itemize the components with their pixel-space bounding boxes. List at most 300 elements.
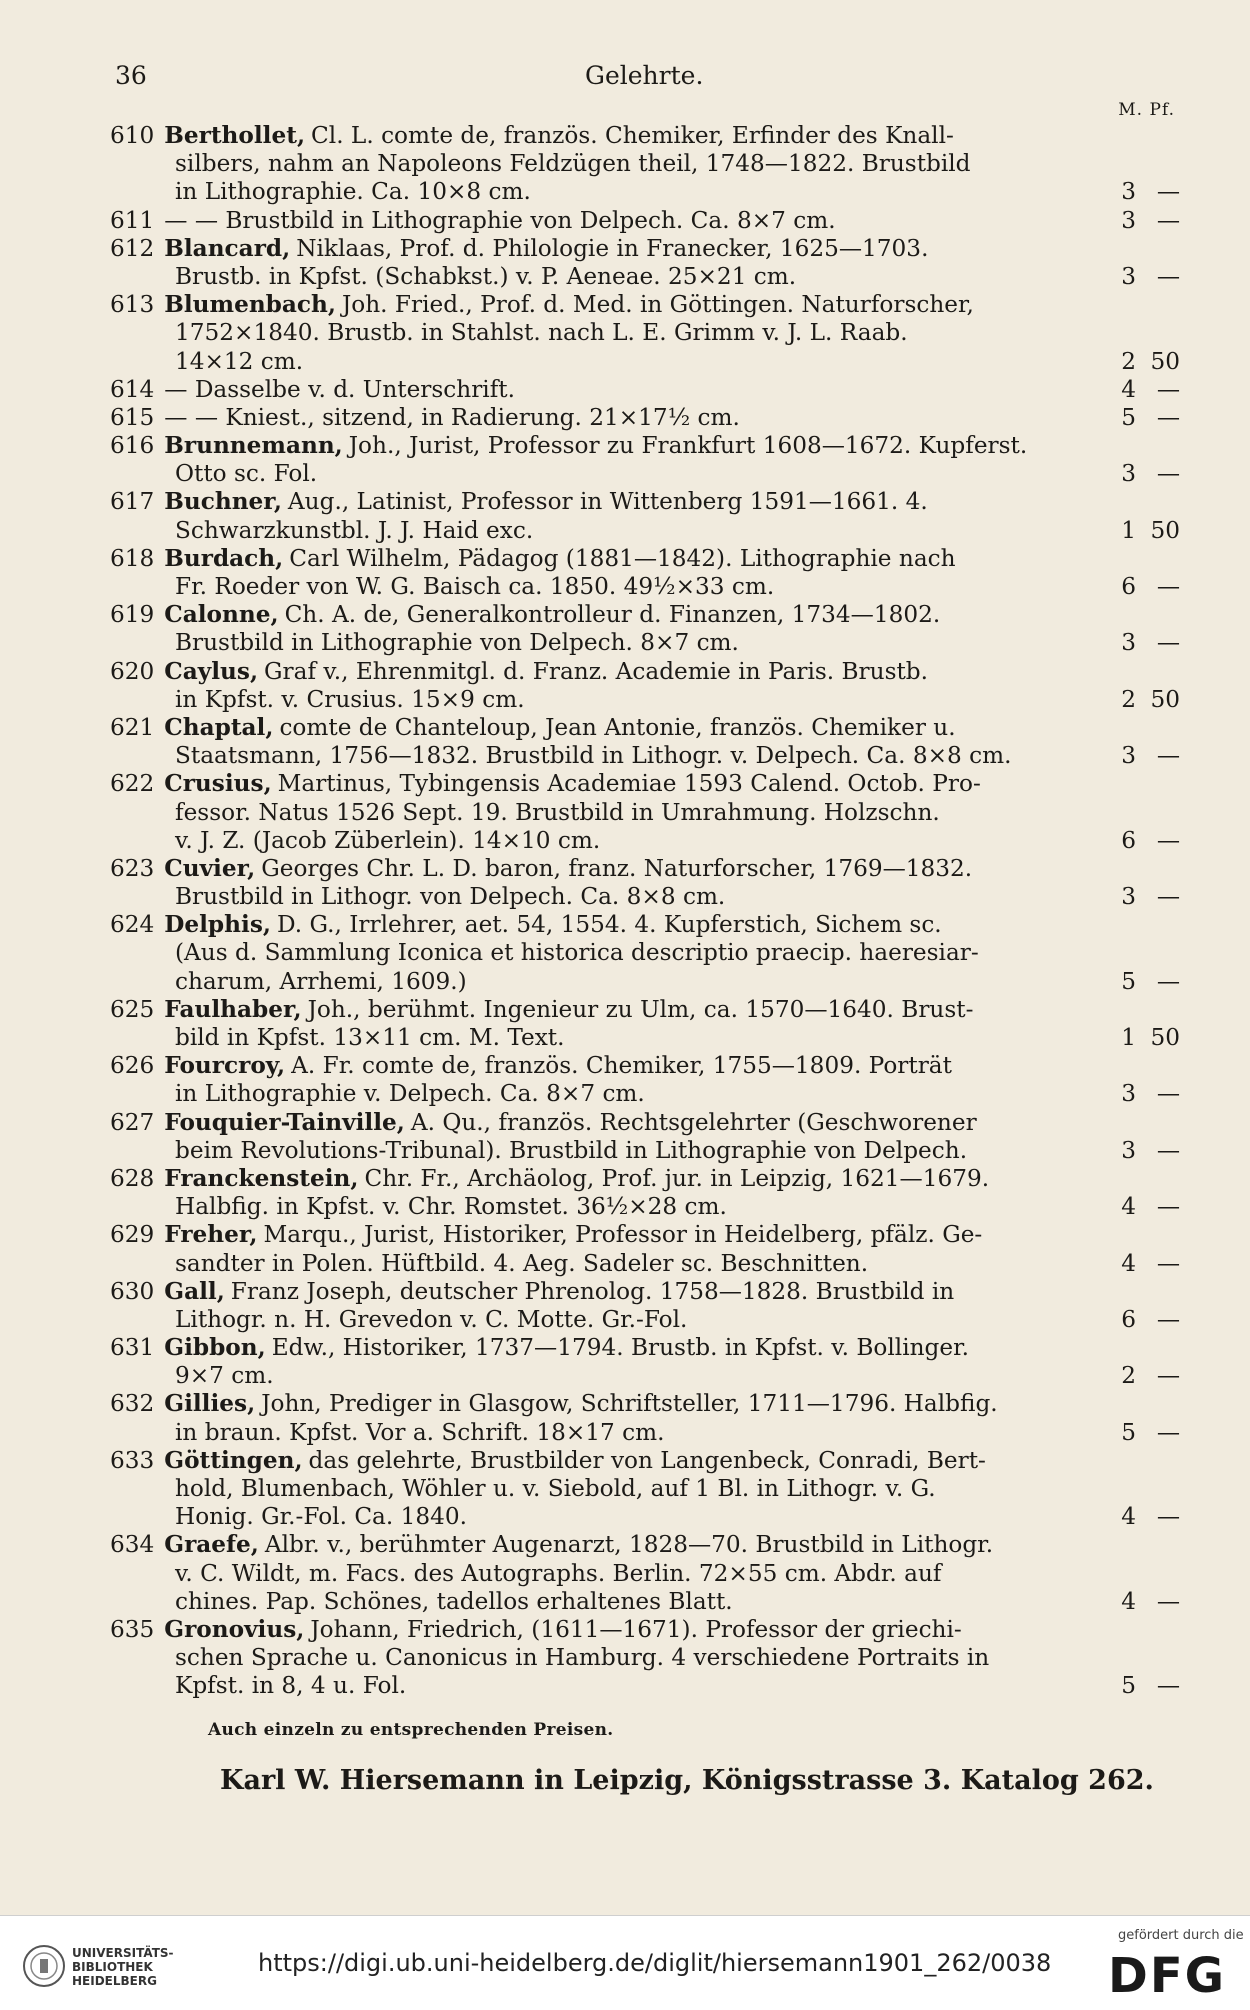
entry-description: Georges Chr. L. D. baron, franz. Naturforscher, 1769—1832. xyxy=(261,854,973,882)
entry-name: Calonne, xyxy=(164,601,279,629)
entry-text xyxy=(110,855,972,883)
entry-line xyxy=(110,263,1180,291)
price-pfennig: — xyxy=(1156,403,1180,431)
price-pfennig: 50 xyxy=(1150,1024,1180,1051)
entry-name: Graefe, xyxy=(164,1531,259,1559)
entry-text xyxy=(175,1503,467,1531)
entry-description: Otto sc. Fol. xyxy=(175,460,318,488)
entry-name: Freher, xyxy=(164,1221,258,1249)
entry-line xyxy=(110,658,1180,686)
entry-number: 615 xyxy=(110,403,155,431)
entry-line xyxy=(110,1447,1180,1475)
entry-number: 610 xyxy=(110,122,155,149)
entry-number: 616 xyxy=(110,432,155,460)
price-pfennig: — xyxy=(1156,1503,1180,1531)
catalog-entry xyxy=(110,432,1180,488)
price-mark: 6 xyxy=(1121,826,1136,854)
entry-description: — — Kniest., sitzend, in Radierung. 21×17½ cm. xyxy=(164,403,740,431)
entry-line xyxy=(110,855,1180,883)
entry-description: v. J. Z. (Jacob Züberlein). 14×10 cm. xyxy=(175,826,601,854)
entry-line xyxy=(110,911,1180,939)
entry-line xyxy=(110,827,1180,855)
entry-number: 622 xyxy=(110,770,155,798)
entry-line xyxy=(110,1531,1180,1559)
price-pfennig: — xyxy=(1156,460,1180,488)
entry-text xyxy=(175,939,979,967)
entry-number: 613 xyxy=(110,291,155,319)
entry-line xyxy=(110,291,1180,319)
running-title: Gelehrte. xyxy=(585,61,704,90)
entry-description: chines. Pap. Schönes, tadellos erhaltenes Blatt. xyxy=(175,1587,733,1615)
entry-number: 617 xyxy=(110,488,155,516)
entry-text xyxy=(175,968,467,996)
viewer-footer-bar xyxy=(0,1915,1250,2010)
catalog-entry xyxy=(110,404,1180,432)
price-pfennig: — xyxy=(1156,573,1180,600)
currency-header: M. Pf. xyxy=(1118,100,1175,120)
entry-number: 621 xyxy=(110,713,155,741)
entry-name: Fouquier-Tainville, xyxy=(164,1108,405,1136)
entry-text xyxy=(175,1419,664,1447)
price-pfennig: — xyxy=(1156,1249,1180,1277)
entry-text xyxy=(110,1052,952,1080)
entry-number: 611 xyxy=(110,206,155,234)
entry-description: Brustbild in Lithographie von Delpech. 8×7 cm. xyxy=(175,629,739,657)
price-mark: 4 xyxy=(1121,1503,1136,1531)
price-mark: 5 xyxy=(1121,967,1136,995)
entry-name: Gall, xyxy=(164,1277,225,1305)
entry-text xyxy=(110,911,942,939)
entry-text xyxy=(175,263,796,291)
price-pfennig: — xyxy=(1156,742,1180,770)
catalog-entry xyxy=(110,488,1180,544)
entry-text xyxy=(175,883,725,911)
entry-text xyxy=(175,460,317,488)
entry-number: 631 xyxy=(110,1334,155,1362)
entry-description: 1752×1840. Brustb. in Stahlst. nach L. E. Grimm v. J. L. Raab. xyxy=(175,319,908,347)
price-mark: 4 xyxy=(1121,1249,1136,1277)
entry-number: 612 xyxy=(110,234,155,262)
entry-number: 630 xyxy=(110,1277,155,1305)
entry-description: v. C. Wildt, m. Facs. des Autographs. Berlin. 72×55 cm. Abdr. auf xyxy=(175,1559,942,1587)
entry-text xyxy=(175,517,533,545)
entry-description: Cl. L. comte de, französ. Chemiker, Erfinder des Knall- xyxy=(311,122,954,149)
entry-description: (Aus d. Sammlung Iconica et historica descriptio praecip. haeresiar- xyxy=(175,939,979,967)
entry-description: — — Brustbild in Lithographie von Delpech. Ca. 8×7 cm. xyxy=(164,206,836,234)
price-pfennig: — xyxy=(1156,826,1180,854)
entry-line xyxy=(110,1588,1180,1616)
catalog-entry xyxy=(110,658,1180,714)
entry-text xyxy=(175,319,908,347)
entry-text xyxy=(175,827,600,855)
entry-line xyxy=(110,742,1180,770)
price-mark: 2 xyxy=(1121,347,1136,375)
entry-line xyxy=(110,1390,1180,1418)
price-mark: 3 xyxy=(1121,262,1136,290)
entry-text xyxy=(110,714,956,742)
price-pfennig: — xyxy=(1156,967,1180,995)
price-pfennig: — xyxy=(1156,1587,1180,1615)
entry-text xyxy=(175,178,531,206)
entry-text xyxy=(175,742,1011,770)
entry-name: Burdach, xyxy=(164,544,284,572)
entry-number: 619 xyxy=(110,601,155,629)
entry-text xyxy=(175,1306,687,1334)
entry-text xyxy=(175,1080,645,1108)
institution-line: UNIVERSITÄTS- xyxy=(72,1946,174,1960)
catalog-entry xyxy=(110,1221,1180,1277)
entry-text xyxy=(110,432,1027,460)
entry-description: 9×7 cm. xyxy=(175,1362,274,1390)
entry-line xyxy=(110,404,1180,432)
entry-text xyxy=(110,1616,962,1644)
price-mark: 3 xyxy=(1121,206,1136,234)
price-pfennig: — xyxy=(1156,206,1180,234)
entry-text xyxy=(110,1165,989,1193)
entry-description: Joh., Jurist, Professor zu Frankfurt 1608—1672. Kupferst. xyxy=(348,432,1028,460)
price-pfennig: — xyxy=(1156,1193,1180,1221)
entry-text xyxy=(110,488,928,516)
entry-text xyxy=(175,150,971,178)
catalog-entry xyxy=(110,1278,1180,1334)
entry-description: Ch. A. de, Generalkontrolleur d. Finanzen, 1734—1802. xyxy=(284,601,941,629)
entry-description: Joh., berühmt. Ingenieur zu Ulm, ca. 1570—1640. Brust- xyxy=(307,995,974,1023)
entry-text xyxy=(175,348,303,376)
price-mark: 3 xyxy=(1121,629,1136,657)
entry-text xyxy=(175,1644,989,1672)
price-note: Auch einzeln zu entsprechenden Preisen. xyxy=(208,1720,614,1740)
entry-text xyxy=(175,573,774,601)
entry-line xyxy=(110,686,1180,714)
entry-line xyxy=(110,799,1180,827)
price-mark: 4 xyxy=(1121,1193,1136,1221)
entry-description: Joh. Fried., Prof. d. Med. in Göttingen. Naturforscher, xyxy=(341,291,974,319)
catalog-entry xyxy=(110,1390,1180,1446)
entry-description: das gelehrte, Brustbilder von Langenbeck, Conradi, Bert- xyxy=(308,1446,986,1474)
price-pfennig: — xyxy=(1156,1080,1180,1108)
entry-name: Cuvier, xyxy=(164,854,256,882)
entry-text xyxy=(175,1560,942,1588)
catalog-entry xyxy=(110,122,1180,207)
entry-description: hold, Blumenbach, Wöhler u. v. Siebold, auf 1 Bl. in Lithogr. v. G. xyxy=(175,1475,936,1502)
entry-name: Caylus, xyxy=(164,657,259,685)
price-pfennig: — xyxy=(1156,1672,1180,1700)
price-mark: 5 xyxy=(1121,1672,1136,1700)
entry-line xyxy=(110,939,1180,967)
entry-description: Franz Joseph, deutscher Phrenolog. 1758—1828. Brustbild in xyxy=(230,1277,955,1305)
entry-description: Albr. v., berühmter Augenarzt, 1828—70. Brustbild in Lithogr. xyxy=(264,1531,994,1559)
dfg-logo: DFG xyxy=(1108,1948,1227,2004)
entry-line xyxy=(110,1616,1180,1644)
entry-text xyxy=(175,1672,406,1700)
catalog-entry xyxy=(110,1447,1180,1532)
entry-line xyxy=(110,996,1180,1024)
entry-description: Fr. Roeder von W. G. Baisch ca. 1850. 49½×33 cm. xyxy=(175,573,775,600)
entry-line xyxy=(110,1193,1180,1221)
entry-line xyxy=(110,1250,1180,1278)
entry-description: Niklaas, Prof. d. Philologie in Franecker, 1625—1703. xyxy=(296,234,929,262)
entry-line xyxy=(110,714,1180,742)
catalog-entry xyxy=(110,291,1180,376)
page-url-link[interactable]: https://digi.ub.uni-heidelberg.de/diglit/hiersemann1901_262/0038 xyxy=(258,1949,1052,1977)
entry-description: in braun. Kpfst. Vor a. Schrift. 18×17 cm. xyxy=(175,1418,665,1446)
entry-line xyxy=(110,1644,1180,1672)
entry-number: 614 xyxy=(110,375,155,403)
entry-description: D. G., Irrlehrer, aet. 54, 1554. 4. Kupferstich, Sichem sc. xyxy=(276,911,942,939)
entry-number: 618 xyxy=(110,544,155,572)
entry-description: Staatsmann, 1756—1832. Brustbild in Lithogr. v. Delpech. Ca. 8×8 cm. xyxy=(175,742,1012,770)
price-mark: 4 xyxy=(1121,375,1136,403)
entry-name: Blumenbach, xyxy=(164,291,336,319)
entry-description: in Kpfst. v. Crusius. 15×9 cm. xyxy=(175,685,525,713)
entry-name: Franckenstein, xyxy=(164,1164,359,1192)
entry-line xyxy=(110,235,1180,263)
entry-text xyxy=(175,1250,868,1278)
entry-number: 623 xyxy=(110,854,155,882)
entry-line xyxy=(110,1109,1180,1137)
price-pfennig: — xyxy=(1156,883,1180,911)
catalog-entry xyxy=(110,1616,1180,1701)
entry-description: in Lithographie v. Delpech. Ca. 8×7 cm. xyxy=(175,1080,645,1108)
entry-line xyxy=(110,517,1180,545)
entry-number: 635 xyxy=(110,1615,155,1643)
entry-description: A. Fr. comte de, französ. Chemiker, 1755—1809. Porträt xyxy=(291,1052,952,1080)
entry-description: silbers, nahm an Napoleons Feldzügen theil, 1748—1822. Brustbild xyxy=(175,150,971,178)
entry-text xyxy=(110,1390,998,1418)
price-mark: 3 xyxy=(1121,883,1136,911)
entry-number: 633 xyxy=(110,1446,155,1474)
entry-name: Fourcroy, xyxy=(164,1052,286,1080)
entry-text xyxy=(110,291,974,319)
entry-description: A. Qu., französ. Rechtsgelehrter (Geschworener xyxy=(410,1108,977,1136)
price-mark: 1 xyxy=(1121,1024,1136,1051)
price-mark: 6 xyxy=(1121,573,1136,600)
entry-text xyxy=(175,1588,733,1616)
catalog-entry xyxy=(110,770,1180,855)
entry-line xyxy=(110,1503,1180,1531)
price-pfennig: — xyxy=(1156,1418,1180,1446)
publisher-footer: Karl W. Hiersemann in Leipzig, Königsstrasse 3. Katalog 262. xyxy=(220,1765,1154,1796)
entry-name: Gibbon, xyxy=(164,1334,266,1362)
entry-text xyxy=(175,1193,727,1221)
entry-line xyxy=(110,348,1180,376)
catalog-entry xyxy=(110,714,1180,770)
entry-description: beim Revolutions-Tribunal). Brustbild in Lithographie von Delpech. xyxy=(175,1136,968,1164)
price-pfennig: — xyxy=(1156,375,1180,403)
entry-line xyxy=(110,1024,1180,1052)
entry-list xyxy=(110,122,1180,1701)
entry-line xyxy=(110,319,1180,347)
catalog-entry xyxy=(110,1109,1180,1165)
entry-name: Crusius, xyxy=(164,770,272,798)
price-pfennig: — xyxy=(1156,262,1180,290)
catalog-entry xyxy=(110,376,1180,404)
entry-line xyxy=(110,1334,1180,1362)
price-mark: 2 xyxy=(1121,685,1136,713)
entry-text xyxy=(110,1278,954,1306)
entry-number: 626 xyxy=(110,1052,155,1080)
catalog-entry xyxy=(110,545,1180,601)
price-mark: 6 xyxy=(1121,1305,1136,1333)
entry-description: Schwarzkunstbl. J. J. Haid exc. xyxy=(175,516,534,544)
entry-number: 628 xyxy=(110,1164,155,1192)
funded-by-label: gefördert durch die xyxy=(1118,1928,1244,1943)
entry-description: Johann, Friedrich, (1611—1671). Professor der griechi- xyxy=(310,1615,962,1643)
price-pfennig: 50 xyxy=(1150,685,1180,713)
entry-number: 634 xyxy=(110,1531,155,1559)
entry-description: Aug., Latinist, Professor in Wittenberg 1591—1661. 4. xyxy=(287,488,928,516)
entry-text xyxy=(110,404,740,432)
entry-number: 629 xyxy=(110,1221,155,1249)
entry-description: Carl Wilhelm, Pädagog (1881—1842). Lithographie nach xyxy=(289,544,956,572)
price-mark: 3 xyxy=(1121,178,1136,206)
entry-line xyxy=(110,883,1180,911)
entry-text xyxy=(175,799,940,827)
entry-description: bild in Kpfst. 13×11 cm. M. Text. xyxy=(175,1024,565,1051)
entry-text xyxy=(175,686,525,714)
entry-line xyxy=(110,1165,1180,1193)
entry-description: Lithogr. n. H. Grevedon v. C. Motte. Gr.-Fol. xyxy=(175,1305,688,1333)
entry-number: 627 xyxy=(110,1108,155,1136)
price-pfennig: 50 xyxy=(1150,516,1180,544)
catalog-entry xyxy=(110,1531,1180,1616)
entry-description: Graf v., Ehrenmitgl. d. Franz. Academie in Paris. Brustb. xyxy=(264,657,929,685)
entry-name: Chaptal, xyxy=(164,713,274,741)
price-pfennig: — xyxy=(1156,178,1180,206)
entry-description: — Dasselbe v. d. Unterschrift. xyxy=(164,375,515,403)
price-mark: 3 xyxy=(1121,460,1136,488)
entry-description: sandter in Polen. Hüftbild. 4. Aeg. Sadeler sc. Beschnitten. xyxy=(175,1249,869,1277)
entry-description: Martinus, Tybingensis Academiae 1593 Calend. Octob. Pro- xyxy=(277,770,981,798)
entry-description: John, Prediger in Glasgow, Schriftsteller, 1711—1796. Halbfig. xyxy=(261,1390,998,1418)
price-mark: 5 xyxy=(1121,403,1136,431)
entry-line xyxy=(110,601,1180,629)
entry-text xyxy=(110,658,928,686)
price-pfennig: — xyxy=(1156,1136,1180,1164)
entry-text xyxy=(175,1362,274,1390)
entry-description: comte de Chanteloup, Jean Antonie, französ. Chemiker u. xyxy=(279,713,956,741)
institution-line: BIBLIOTHEK xyxy=(72,1960,153,1974)
entry-line xyxy=(110,432,1180,460)
entry-text xyxy=(110,235,928,263)
entry-text xyxy=(110,1334,969,1362)
catalog-entry xyxy=(110,1165,1180,1221)
entry-name: Göttingen, xyxy=(164,1446,303,1474)
entry-text xyxy=(110,1447,986,1475)
entry-text xyxy=(175,1475,936,1503)
catalog-entry xyxy=(110,1334,1180,1390)
entry-line xyxy=(110,1080,1180,1108)
page-number: 36 xyxy=(115,61,147,90)
catalog-entry xyxy=(110,996,1180,1052)
price-mark: 2 xyxy=(1121,1362,1136,1390)
page-header xyxy=(115,55,1175,120)
entry-name: Buchner, xyxy=(164,488,282,516)
catalog-entry xyxy=(110,601,1180,657)
entry-number: 632 xyxy=(110,1390,155,1418)
price-mark: 3 xyxy=(1121,1136,1136,1164)
entry-text xyxy=(110,1531,993,1559)
catalog-entry xyxy=(110,911,1180,996)
price-mark: 3 xyxy=(1121,1080,1136,1108)
entry-line xyxy=(110,545,1180,573)
price-pfennig: — xyxy=(1156,1362,1180,1390)
entry-line xyxy=(110,122,1180,150)
entry-text xyxy=(110,601,940,629)
entry-text xyxy=(110,770,981,798)
entry-line xyxy=(110,1475,1180,1503)
entry-text xyxy=(110,122,954,150)
price-mark: 1 xyxy=(1121,516,1136,544)
entry-text xyxy=(110,1221,982,1249)
entry-line xyxy=(110,1672,1180,1700)
entry-name: Brunnemann, xyxy=(164,432,343,460)
price-mark: 5 xyxy=(1121,1418,1136,1446)
entry-text xyxy=(110,996,973,1024)
entry-description: Brustb. in Kpfst. (Schabkst.) v. P. Aeneae. 25×21 cm. xyxy=(175,262,797,290)
entry-text xyxy=(175,1024,564,1052)
institution-line: HEIDELBERG xyxy=(72,1974,157,1988)
entry-line xyxy=(110,1137,1180,1165)
entry-number: 620 xyxy=(110,657,155,685)
entry-line xyxy=(110,1278,1180,1306)
entry-line xyxy=(110,770,1180,798)
entry-line xyxy=(110,488,1180,516)
entry-description: Kpfst. in 8, 4 u. Fol. xyxy=(175,1672,407,1700)
entry-line xyxy=(110,1052,1180,1080)
entry-description: Marqu., Jurist, Historiker, Professor in Heidelberg, pfälz. Ge- xyxy=(263,1221,983,1249)
entry-line xyxy=(110,629,1180,657)
catalog-entry xyxy=(110,1052,1180,1108)
entry-description: 14×12 cm. xyxy=(175,347,304,375)
entry-description: Chr. Fr., Archäolog, Prof. jur. in Leipzig, 1621—1679. xyxy=(364,1164,990,1192)
entry-text xyxy=(175,1137,967,1165)
entry-line xyxy=(110,150,1180,178)
entry-line xyxy=(110,573,1180,601)
entry-text xyxy=(110,1109,977,1137)
entry-name: Faulhaber, xyxy=(164,995,302,1023)
entry-number: 624 xyxy=(110,911,155,939)
entry-line xyxy=(110,207,1180,235)
entry-number: 625 xyxy=(110,995,155,1023)
entry-line xyxy=(110,1221,1180,1249)
entry-description: Halbfig. in Kpfst. v. Chr. Romstet. 36½×28 cm. xyxy=(175,1193,727,1221)
entry-text xyxy=(110,545,956,573)
entry-description: charum, Arrhemi, 1609.) xyxy=(175,967,467,995)
price-pfennig: 50 xyxy=(1150,347,1180,375)
entry-line xyxy=(110,376,1180,404)
entry-name: Delphis, xyxy=(164,911,271,939)
entry-description: fessor. Natus 1526 Sept. 19. Brustbild in Umrahmung. Holzschn. xyxy=(175,798,940,826)
institution-name xyxy=(72,1946,174,1988)
catalog-entry xyxy=(110,235,1180,291)
price-mark: 3 xyxy=(1121,742,1136,770)
entry-name: Gronovius, xyxy=(164,1615,305,1643)
entry-description: Honig. Gr.-Fol. Ca. 1840. xyxy=(175,1503,468,1531)
entry-text xyxy=(110,376,515,404)
entry-line xyxy=(110,178,1180,206)
entry-line xyxy=(110,1362,1180,1390)
entry-text xyxy=(175,629,739,657)
university-seal-icon xyxy=(22,1944,66,1988)
catalog-entry xyxy=(110,855,1180,911)
entry-line xyxy=(110,1419,1180,1447)
price-mark: 4 xyxy=(1121,1587,1136,1615)
entry-line xyxy=(110,1560,1180,1588)
entry-description: Brustbild in Lithogr. von Delpech. Ca. 8×8 cm. xyxy=(175,883,726,911)
entry-line xyxy=(110,968,1180,996)
entry-description: in Lithographie. Ca. 10×8 cm. xyxy=(175,178,531,206)
